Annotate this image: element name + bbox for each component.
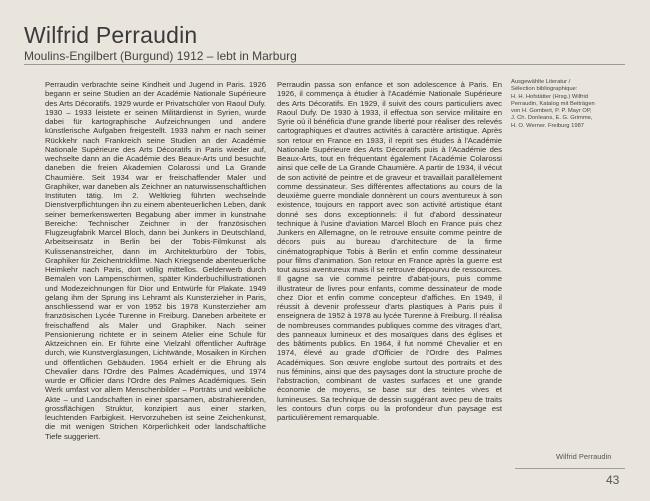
literature-sidebar: [511, 79, 629, 130]
german-text-column: Perraudin verbrachte seine Kindheit und Jugend in Paris. 1926 begann er seine Studien an der Académie Nationale Supérieure des Arts Décoratifs. 1929 wurde er Privatschüler von Raoul Dufy. 1930 – 1933 leistete er seinen Militärdienst in Syrien, wurde dabei für kartographische Aufzeichnungen und andere künstlerische Aufgaben freigestellt. 1933 nahm er nach seiner Rückkehr nach Frankreich seine Studien an der Académie Nationale Supérieure des Arts Décoratifs in Paris wieder auf, wechselte dann an die Académie des Beaux-Arts und besuchte daneben die freien Akademien Colarossi und La Grande Chaumière. Seit 1934 war er freischaffender Maler und Graphiker, war daneben als Zeichner an naturwissenschaftlichen Instituten tätig. Im 2. Weltkrieg führten wechselnde Dienstverpflichtungen ihn zu einem abenteuerlichen Leben, dank seiner bemerkenswerten Begabung aber immer in kunstnahe Bereiche: Technischer Zeichner in der französischen Flugzeugfabrik Marcel Bloch, dann bei Junkers in Deutschland, Arbeitseinsatz in Berlin bei der Tobis-Filmkunst als Kulissenanstreicher, dann im Architekturbüro der Tobis, Graphiker für Zeichentrickfilme. Nach Kriegsende abenteuerliche Heimkehr nach Paris, dort völlig mittellos. Gelderwerb durch Bemalen von Lampenschirmen, später Kinderbuchillustrationen und Modezeichnungen für Dior und Entwürfe für Plakate. 1949 gelang ihm der Sprung ins Lehramt als Kunsterzieher in Paris, anschliessend war er von 1952 bis 1978 Kunsterzieher am französischen Lycée Turenne in Freiburg. Daneben arbeitete er freischaffend als Maler und Graphiker. Nach seiner Pensionierung richtete er in seinem Atelier eine Schule für Aktzeichnen ein. Er führte eine Vielzahl öffentlicher Aufträge durch, wie Kunstverglasungen, Lichtwände, Mosaiken in Kirchen und öffentlichen Gebäuden. 1964 erhielt er die Ehrung als Chevalier dans l'Ordre des Palmes Académiques, und 1974 wurde er Officier dans l'Ordre des Palmes Académiques. Sein Werk umfast vor allem Menschenbilder – Porträts und weibliche Akte – und Landschaften in einer sparsamen, abstrahierenden, grossflächigen Struktur, konzipiert aus einer starken, leuchtenden Farbigkeit. Hervorzuheben ist seine Zeichenkunst, die mit wenigen Strichen Körperlichkeit oder landschaftliche Tiefe suggeriert.: [45, 80, 266, 441]
literature-line: H. O. Werner. Freiburg 1987: [511, 122, 585, 129]
page-number: 43: [606, 473, 620, 487]
page-title: Wilfrid Perraudin: [24, 22, 198, 48]
literature-line: Ausgewählte Literatur /: [511, 79, 571, 85]
literature-line: J. Ch. Donleans, E. G. Grimme,: [511, 115, 593, 122]
title-divider: [24, 64, 625, 65]
literature-line: H. H. Hofstätter (Hrsg.) Wilfrid: [511, 93, 588, 100]
page-subtitle: Moulins-Engilbert (Burgund) 1912 – lebt in Marburg: [24, 49, 297, 63]
running-footer-name: Wilfrid Perraudin: [556, 452, 612, 461]
french-text-column: Perraudin passa son enfance et son adolescence à Paris. En 1926, il commença à étudier à l'Académie Nationale Supérieure des Arts Décoratifs. En 1929, il suivit des cours particuliers avec Raoul Dufy. De 1930 à 1933, il effectua son service militaire en Syrie où il bénéficia d'une grande liberté pour réaliser des relevés cartographiques et d'autres activités à caractère artistique. Après son retour en France en 1933, il reprit ses études à l'Académie Nationale Supérieure des Arts Décoratifs puis à l'Académie des Beaux-Arts, tout en fréquentant également l'Académie Colarossi ainsi que celle de La Grande Chaumière. A partir de 1934, il vécut de son activité de peintre et de graveur et travaillait parallèlement comme dessinateur. Ses différentes affectations au cours de la deuxième guerre mondiale donnèrent un cours aventureux à son existence, toujours en rapport avec son activité artistique étant donné ses dons exceptionnels: il fut d'abord dessinateur technique à l'usine d'aviation Marcel Bloch en France puis chez Junkers en Allemagne, on le retrouve ensuite comme peintre de décors puis au bureau d'architecture de la firme cinématographique Tobis à Berlin et enfin comme dessinateur pour films d'animation. Son retour en France après la guerre est tout aussi aventureux mais il se retrouve dépourvu de ressources. Il gagne sa vie comme peintre d'abat-jours, puis comme illustrateur de livres pour enfants, comme dessinateur de mode chez Dior et enfin comme concepteur d'affiches. En 1949, il réussit à devenir professeur d'arts plastiques à Paris puis il enseignera de 1952 à 1978 au lycée Turenne à Freiburg. Il réalisa de nombreuses commandes publiques comme des vitrages d'art, des panneaux lumineux et des mosaïques dans des églises et des bâtiments publics. En 1964, il fut nommé Chevalier et en 1974, élevé au grade d'Officier de l'Ordre des Palmes Académiques. Son œuvre englobe surtout des portraits et des nus féminins, ainsi que des paysages dont la structure proche de l'abstraction, combinant de vastes surfaces et une grande économie de moyens, se base sur des teintes vives et lumineuses. Sa technique de dessin suggérant avec peu de traits les contours d'un corps ou la profondeur d'un paysage est particulièrement remarquable.: [277, 80, 502, 422]
literature-line: Perraudin, Katalog mit Beiträgen: [511, 100, 595, 107]
footer-divider: [515, 468, 625, 469]
literature-line: von H. Gombert, P. P. Mayr OP,: [511, 108, 592, 115]
literature-line: Sélection bibliographique:: [511, 86, 578, 93]
